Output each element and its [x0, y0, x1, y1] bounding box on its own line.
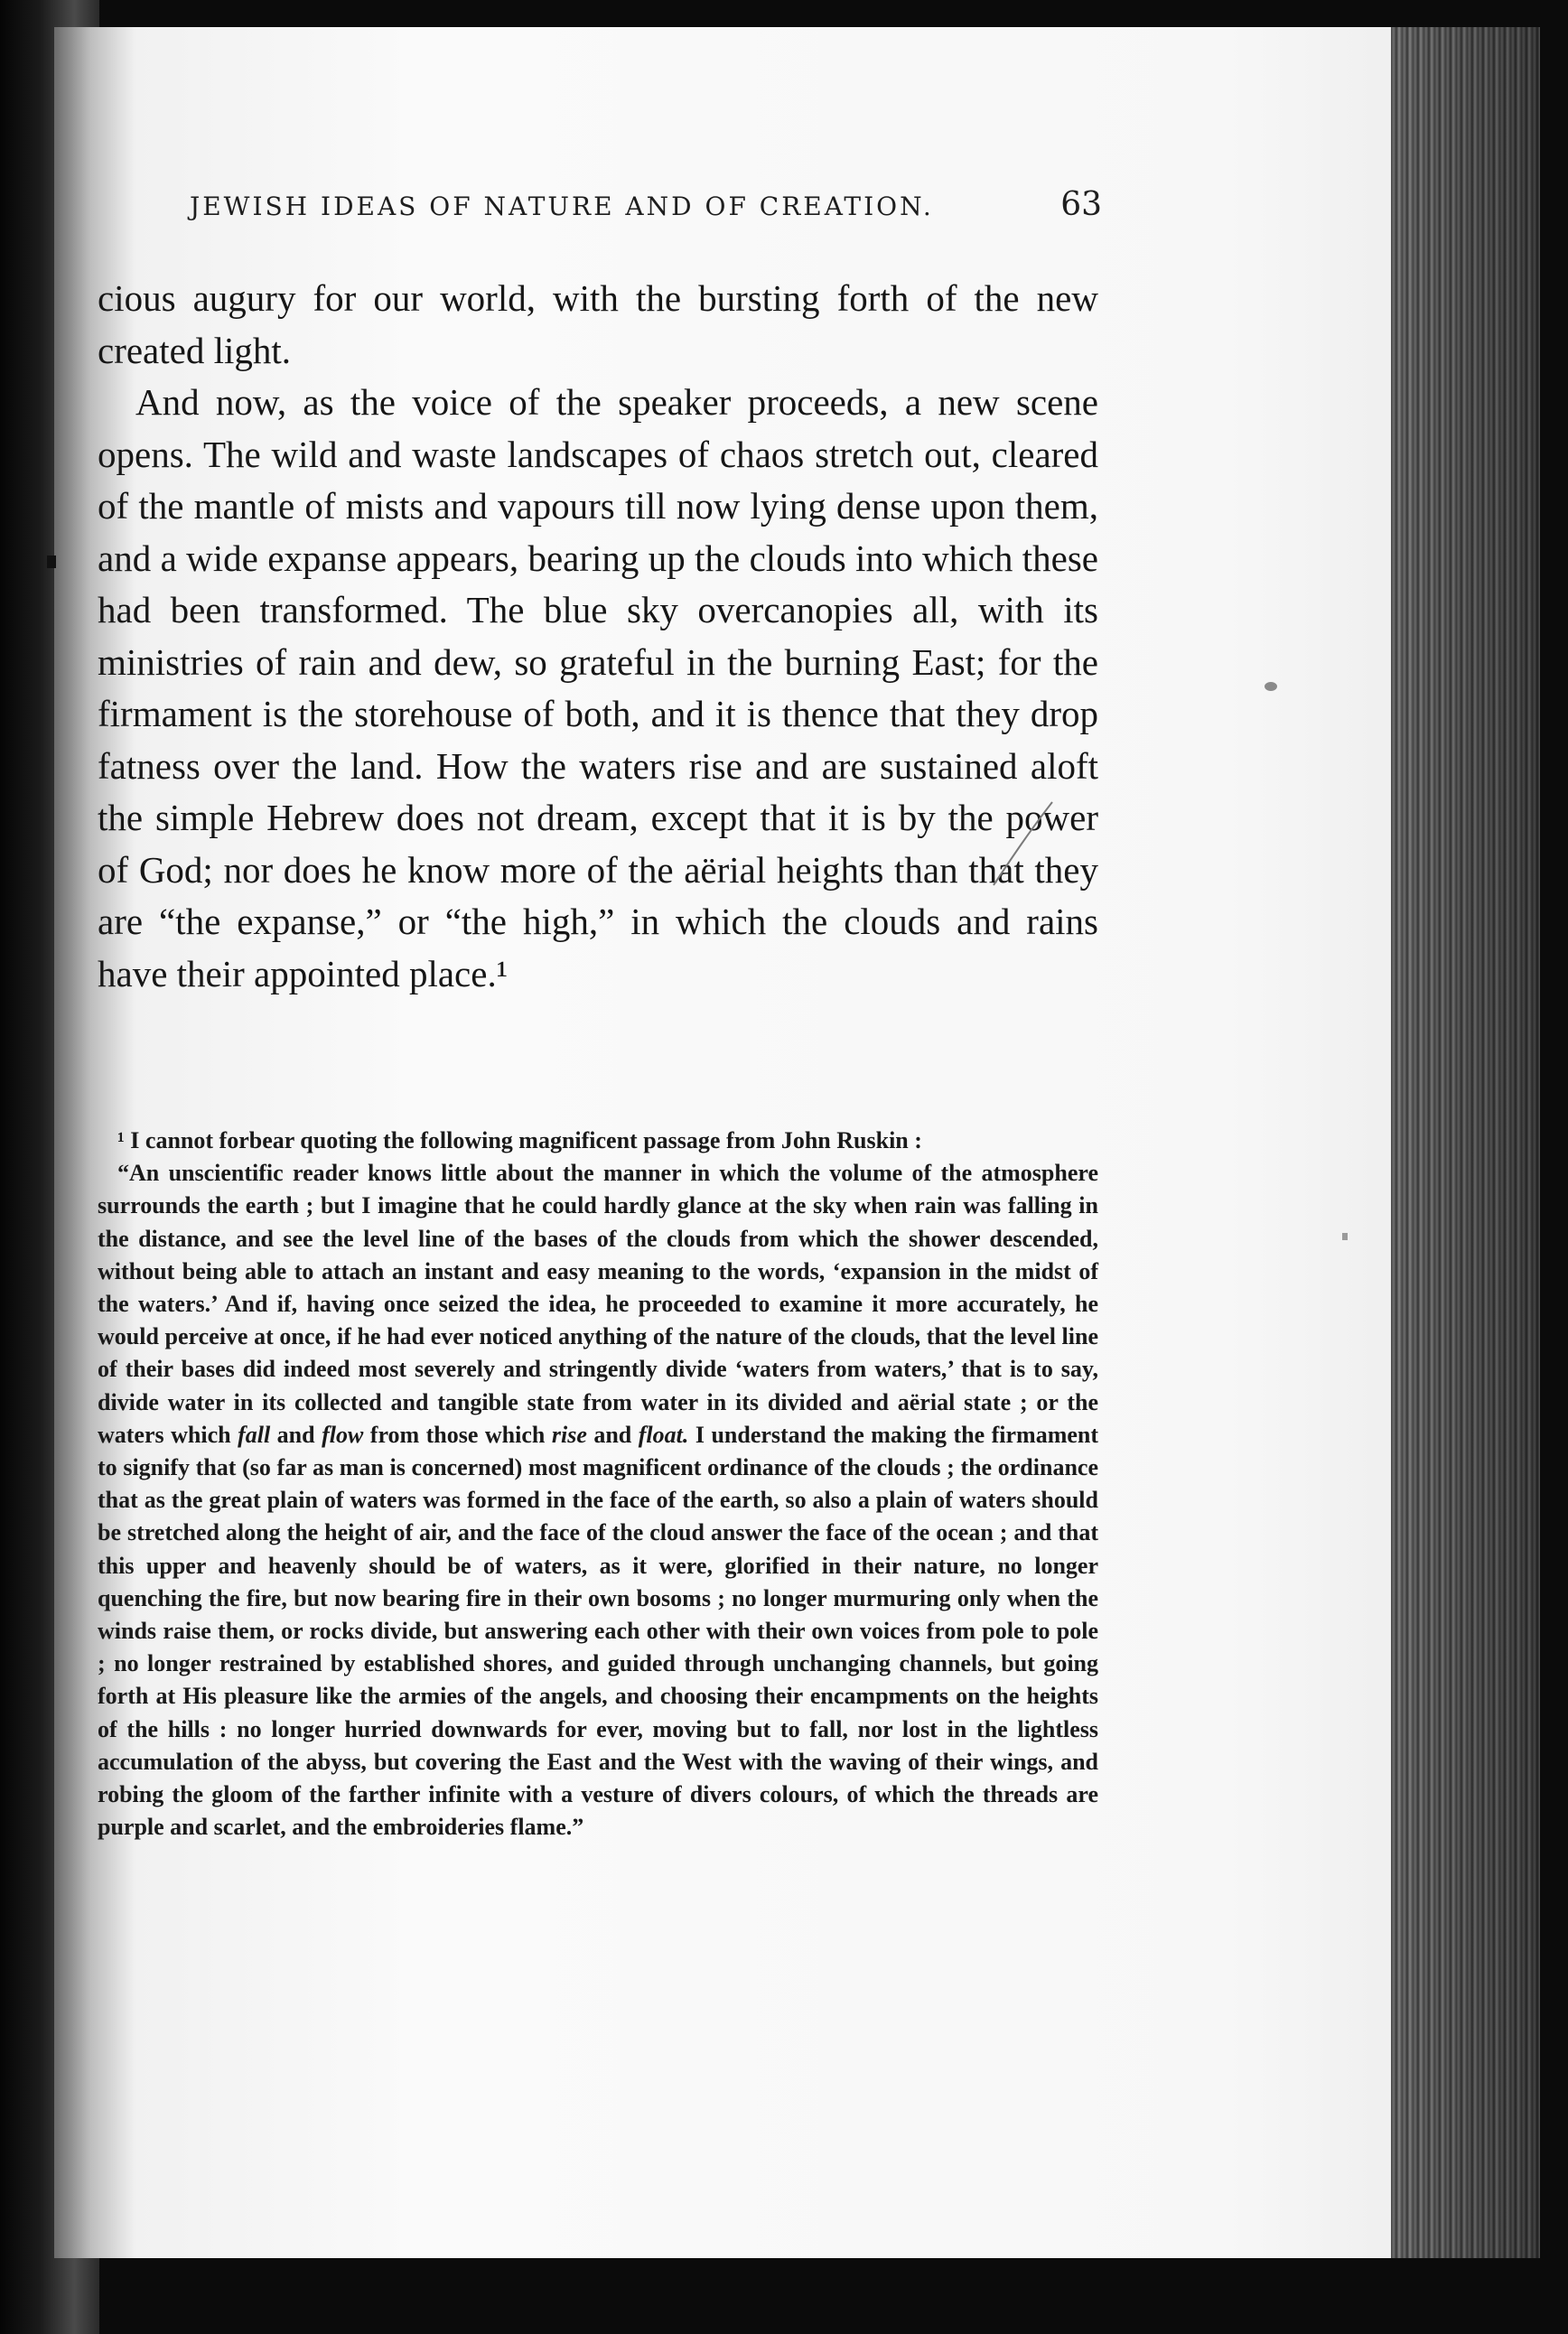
quote-and-1: and: [276, 1421, 315, 1448]
page-number: 63: [1060, 186, 1102, 223]
body-text: [98, 273, 1098, 1000]
italic-word-fall: fall: [238, 1421, 271, 1448]
quote-part-2: I understand the making the firmament to signify that (so far as man is concerned) most magnificent ordinance of the clouds ; the ordinance that as the great plain of waters was formed in the face of the earth, so also a plain of waters should be stretched along the height of air, and the face of the cloud answer the face of the ocean ; and that this upper and heavenly should be of waters, as it were, glorified in their nature, no longer quenching the fire, but now bearing fire in their own bosoms ; no longer murmuring only when the winds raise them, or rocks divide, but answering each other with their own voices from pole to pole ; no longer restrained by established shores, and guided through unchanging channels, but going forth at His pleasure like the armies of the angels, and choosing their encampments on the heights of the hills : no longer hurried downwards for ever, moving but to fall, nor lost in the lightless accumulation of the abyss, but covering the East and the West with the waving of their wings, and robing the gloom of the farther infinite with a vesture of divers colours, of which the threads are purple and scarlet, and the embroideries flame.”: [98, 1421, 1099, 1841]
italic-word-flow: flow: [322, 1421, 364, 1448]
paragraph-1: cious augury for our world, with the bursting forth of the new created light.: [98, 277, 1098, 371]
footnote-intro: ¹ I cannot forbear quoting the following magnificent passage from John Ruskin :: [117, 1127, 922, 1153]
paragraph-2: And now, as the voice of the speaker proceeds, a new scene opens. The wild and waste landscapes of chaos stretch out, cleared of the mantle of mists and vapours till now lying dense upon them, and a wide expanse appears, bearing up the clouds into which these had been transformed. The blue sky overcanopies all, with its ministries of rain and dew, so grateful in the burning East; for the firmament is the storehouse of both, and it is thence that they drop fatness over the land. How the waters rise and are sustained aloft the simple Hebrew does not dream, except that it is by the power of God; nor does he know more of the aërial heights than that they are “the expanse,” or “the high,” in which the clouds and rains have their appointed place.¹: [98, 381, 1098, 994]
footnote: [98, 1125, 1098, 1844]
italic-word-rise: rise: [551, 1421, 587, 1448]
speck-mark: [1265, 682, 1277, 691]
quote-from-those: from those which: [369, 1421, 546, 1448]
page-edges: [1391, 27, 1540, 2258]
italic-word-float: float.: [638, 1421, 689, 1448]
quote-part-1: “An unscientific reader knows little about the manner in which the volume of the atmosphere surrounds the earth ; but I imagine that he could hardly glance at the sky when rain was falling in the distance, and see the level line of the bases of the clouds from which the shower descended, without being able to attach an instant and easy meaning to the words, ‘expansion in the midst of the waters.’ And if, having once seized the idea, he proceeded to examine it more accurately, he would perceive at once, if he had ever noticed anything of the nature of the clouds, that the level line of their bases did indeed most severely and stringently divide ‘waters from waters,’ that is to say, divide water in its collected and tangible state from water in its divided and aërial state ; or the waters which: [98, 1160, 1098, 1448]
footnote-quote: [98, 1157, 1098, 1844]
speck-mark: [1342, 1233, 1348, 1240]
margin-dot: [47, 555, 56, 568]
running-head-title: JEWISH IDEAS OF NATURE AND OF CREATION.: [190, 191, 934, 221]
quote-and-2: and: [593, 1421, 632, 1448]
pencil-mark: [985, 795, 1057, 894]
